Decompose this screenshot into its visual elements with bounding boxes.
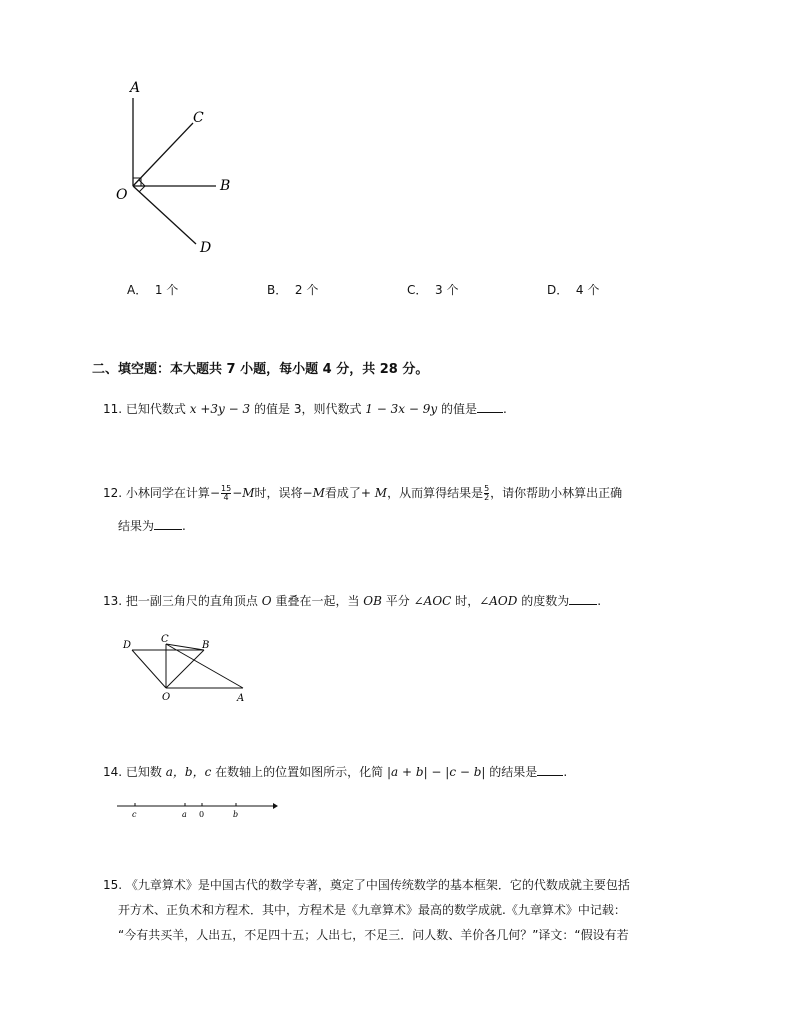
line-ob — [166, 650, 204, 688]
q12-end: . — [182, 519, 186, 533]
label-zero: 0 — [199, 810, 205, 819]
question-15-line-3 — [118, 927, 629, 943]
label-a: a — [182, 810, 187, 819]
label-o: O — [162, 692, 171, 703]
angle-figure — [110, 78, 240, 263]
fraction-5-2 — [484, 485, 489, 502]
option-a[interactable] — [127, 281, 178, 298]
q15-line-2: 开方术、正负术和方程术．其中，方程术是《九章算术》最高的数学成就.《九章算术》中记载： — [118, 903, 626, 917]
q12-text-2: 时，误将 — [254, 486, 303, 500]
label-b: B — [220, 178, 231, 194]
question-number: 15. — [103, 878, 123, 892]
option-text: 2 个 — [294, 283, 319, 297]
q14-text-2: 在数轴上的位置如图所示，化简 — [215, 765, 384, 779]
q11-text-1: 已知代数式 — [125, 402, 186, 416]
number-line — [115, 798, 280, 822]
label-d: D — [200, 240, 212, 256]
q13-end: . — [597, 594, 602, 608]
q11-expr-1: x +3y − 3 — [189, 402, 251, 416]
question-13 — [103, 593, 601, 609]
section-heading: 二、填空题：本大题共 7 小题，每小题 4 分，共 28 分。 — [92, 362, 429, 377]
question-number: 12. — [103, 486, 123, 500]
q13-text-3: 平分 — [385, 594, 410, 608]
question-15-line-2 — [118, 902, 626, 918]
q11-text-2: 的值是 — [253, 402, 290, 416]
q11-text-3: ，则代数式 — [301, 402, 362, 416]
option-letter: C． — [407, 283, 428, 297]
fraction-15-4 — [221, 485, 231, 502]
question-number: 14. — [103, 765, 123, 779]
q15-line-3: “今有共买羊，人出五，不足四十五；人出七，不足三．问人数、羊价各几何？”译文：“假设有若 — [118, 928, 629, 942]
label-c: c — [132, 810, 137, 819]
q12-text-3: 看成了 — [324, 486, 361, 500]
q13-text-5: 的度数为 — [521, 594, 570, 608]
q11-end: . — [502, 402, 507, 416]
option-c[interactable] — [407, 281, 458, 298]
option-letter: D． — [547, 283, 569, 297]
q12-m1: −M — [232, 486, 255, 500]
label-c: C — [161, 634, 169, 645]
q12-text-1: 小林同学在计算 — [125, 486, 210, 500]
option-text: 4 个 — [575, 283, 600, 297]
q12-text-4: ，从而算得结果是 — [387, 486, 484, 500]
label-o: O — [116, 187, 128, 203]
line-do — [132, 650, 166, 688]
q14-expr: |a + b| − |c − b| — [387, 765, 486, 779]
q13-aoc: ∠AOC — [413, 594, 452, 608]
question-12-line-2 — [118, 518, 186, 534]
answer-blank[interactable] — [154, 518, 182, 530]
q13-text-2: 重叠在一起，当 — [275, 594, 360, 608]
answer-blank[interactable] — [569, 593, 597, 605]
q11-expr-2: 1 − 3x − 9y — [365, 402, 438, 416]
q14-text-1: 已知数 — [125, 765, 162, 779]
q13-ob: OB — [363, 594, 382, 608]
q12-text-5: ，请你帮助小林算出正确 — [490, 486, 623, 500]
question-14 — [103, 764, 567, 780]
q11-text-4: 的值是 — [440, 402, 477, 416]
q12-m3: + M — [360, 486, 388, 500]
fraction-numerator: 5 — [484, 484, 490, 493]
label-b: B — [202, 640, 210, 651]
q12-line-2: 结果为 — [118, 519, 155, 533]
question-12 — [103, 485, 622, 502]
fraction-denominator: 4 — [223, 493, 229, 502]
question-number: 11. — [103, 402, 123, 416]
q14-text-3: 的结果是 — [489, 765, 538, 779]
option-b[interactable] — [267, 281, 318, 298]
option-letter: A． — [127, 283, 148, 297]
answer-blank[interactable] — [537, 764, 563, 776]
option-d[interactable] — [547, 281, 599, 298]
question-15 — [103, 877, 630, 893]
axis-arrow-icon — [273, 803, 278, 809]
q15-line-1: 《九章算术》是中国古代的数学专著，奠定了中国传统数学的基本框架．它的代数成就主要包括 — [125, 878, 630, 892]
ray-od — [133, 186, 196, 244]
option-letter: B． — [267, 283, 288, 297]
q12-minus: − — [209, 486, 220, 500]
q13-aod: ∠AOD — [479, 594, 518, 608]
label-b: b — [233, 810, 239, 819]
q11-value: 3 — [293, 402, 302, 416]
q12-m2: −M — [302, 486, 325, 500]
label-c: C — [193, 110, 204, 126]
answer-blank[interactable] — [477, 401, 503, 413]
fraction-denominator: 2 — [484, 493, 490, 502]
q13-text-4: 时， — [455, 594, 480, 608]
q14-end: . — [563, 765, 568, 779]
question-11 — [103, 401, 507, 417]
triangle-rulers-figure — [118, 632, 258, 707]
option-text: 3 个 — [435, 283, 459, 297]
q13-text-1: 把一副三角尺的直角顶点 — [125, 594, 258, 608]
label-a: A — [130, 80, 141, 96]
label-a: A — [237, 693, 245, 704]
ray-oc — [133, 123, 193, 186]
question-number: 13. — [103, 594, 123, 608]
fraction-numerator: 15 — [221, 484, 232, 493]
q13-o: O — [261, 594, 272, 608]
q14-vars: a，b，c — [165, 765, 212, 779]
option-text: 1 个 — [154, 283, 179, 297]
label-d: D — [123, 640, 132, 651]
